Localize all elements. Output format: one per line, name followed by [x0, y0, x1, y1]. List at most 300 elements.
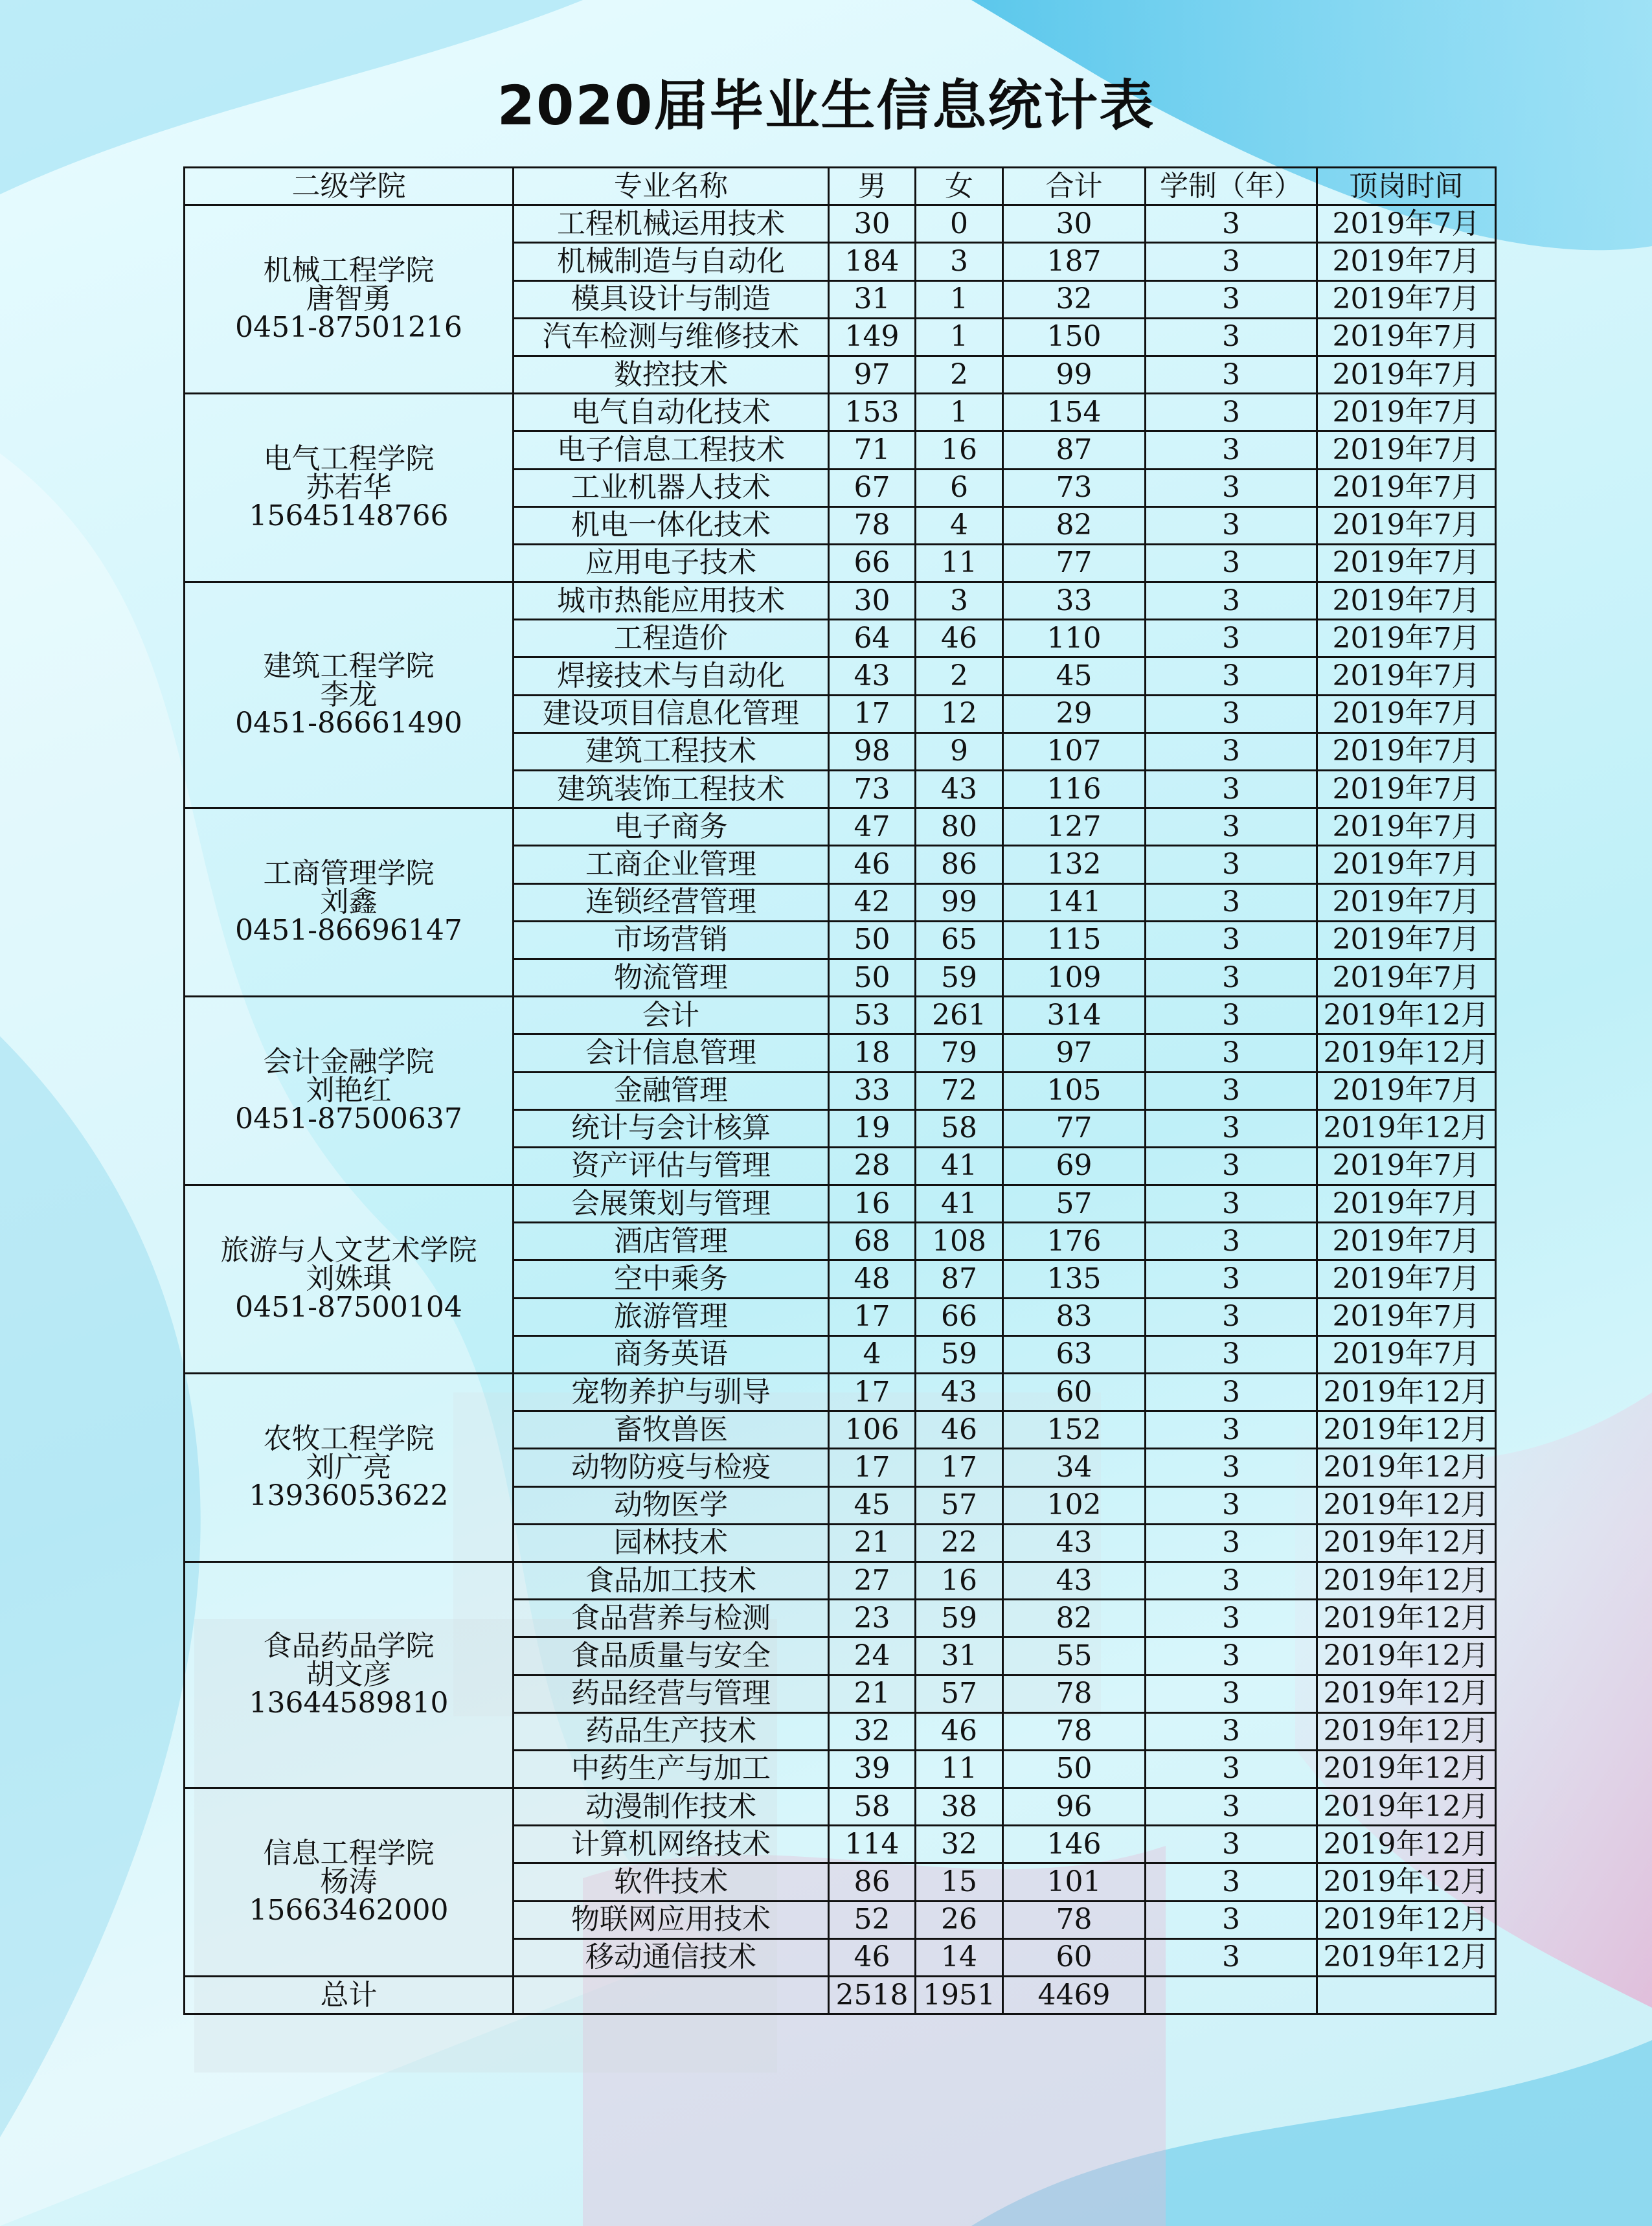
internship-time: 2019年7月 — [1317, 243, 1496, 280]
male-count: 27 — [829, 1562, 916, 1599]
college-contact: 刘艳红 — [306, 1074, 392, 1107]
total-label: 总计 — [185, 1977, 514, 2014]
internship-time: 2019年12月 — [1317, 1901, 1496, 1938]
major-name: 应用电子技术 — [514, 544, 829, 582]
years: 3 — [1146, 1524, 1317, 1562]
male-count: 46 — [829, 846, 916, 883]
male-count: 23 — [829, 1600, 916, 1637]
page-title: 2020届毕业生信息统计表 — [497, 74, 1155, 137]
major-name: 园林技术 — [514, 1524, 829, 1562]
male-count: 86 — [829, 1863, 916, 1901]
major-name: 数控技术 — [514, 356, 829, 393]
major-name: 酒店管理 — [514, 1223, 829, 1260]
female-count: 14 — [916, 1938, 1003, 1976]
major-name: 电子商务 — [514, 808, 829, 846]
male-count: 50 — [829, 959, 916, 996]
total-count: 135 — [1003, 1260, 1146, 1298]
years: 3 — [1146, 1938, 1317, 1976]
internship-time: 2019年7月 — [1317, 1260, 1496, 1298]
total-count: 115 — [1003, 921, 1146, 959]
major-name: 食品营养与检测 — [514, 1600, 829, 1637]
total-row — [185, 1977, 1496, 2014]
total-count: 152 — [1003, 1411, 1146, 1449]
college-phone: 0451-87501216 — [235, 311, 462, 345]
internship-time: 2019年7月 — [1317, 1298, 1496, 1335]
male-count: 31 — [829, 280, 916, 318]
female-count: 3 — [916, 243, 1003, 280]
years: 3 — [1146, 1072, 1317, 1109]
total-count: 43 — [1003, 1524, 1146, 1562]
internship-time: 2019年12月 — [1317, 1109, 1496, 1147]
female-count: 43 — [916, 771, 1003, 808]
total-count: 127 — [1003, 808, 1146, 846]
male-count: 19 — [829, 1109, 916, 1147]
major-name: 会展策划与管理 — [514, 1185, 829, 1223]
total-major-empty — [514, 1977, 829, 2014]
major-name: 汽车检测与维修技术 — [514, 318, 829, 356]
total-count: 33 — [1003, 582, 1146, 620]
years: 3 — [1146, 506, 1317, 544]
internship-time: 2019年7月 — [1317, 921, 1496, 959]
header-total: 合计 — [1003, 168, 1146, 205]
male-count: 33 — [829, 1072, 916, 1109]
major-name: 宠物养护与驯导 — [514, 1374, 829, 1411]
major-name: 连锁经营管理 — [514, 883, 829, 921]
college-cell — [185, 1374, 514, 1562]
college-name: 会计金融学院 — [263, 1045, 435, 1079]
internship-time: 2019年7月 — [1317, 883, 1496, 921]
male-count: 17 — [829, 695, 916, 733]
male-count: 4 — [829, 1335, 916, 1373]
graduate-stats-table — [183, 166, 1497, 2015]
college-cell — [185, 1788, 514, 1977]
internship-time: 2019年7月 — [1317, 1147, 1496, 1185]
table-row — [185, 1788, 1496, 1826]
female-count: 6 — [916, 469, 1003, 506]
years: 3 — [1146, 1486, 1317, 1524]
total-count: 43 — [1003, 1562, 1146, 1599]
total-count: 101 — [1003, 1863, 1146, 1901]
female-count: 79 — [916, 1034, 1003, 1072]
internship-time: 2019年7月 — [1317, 280, 1496, 318]
female-count: 65 — [916, 921, 1003, 959]
female-count: 32 — [916, 1826, 1003, 1863]
female-count: 59 — [916, 959, 1003, 996]
years: 3 — [1146, 808, 1317, 846]
years: 3 — [1146, 1562, 1317, 1599]
college-name: 电气工程学院 — [263, 442, 435, 476]
major-name: 统计与会计核算 — [514, 1109, 829, 1147]
table-row — [185, 808, 1496, 846]
total-count: 77 — [1003, 1109, 1146, 1147]
years: 3 — [1146, 1712, 1317, 1750]
total-count: 29 — [1003, 695, 1146, 733]
header-major: 专业名称 — [514, 168, 829, 205]
years: 3 — [1146, 1863, 1317, 1901]
female-count: 16 — [916, 1562, 1003, 1599]
years: 3 — [1146, 921, 1317, 959]
total-count: 57 — [1003, 1185, 1146, 1223]
major-name: 移动通信技术 — [514, 1938, 829, 1976]
male-count: 50 — [829, 921, 916, 959]
major-name: 动漫制作技术 — [514, 1788, 829, 1826]
female-count: 57 — [916, 1675, 1003, 1712]
internship-time: 2019年7月 — [1317, 1335, 1496, 1373]
major-name: 资产评估与管理 — [514, 1147, 829, 1185]
major-name: 软件技术 — [514, 1863, 829, 1901]
internship-time: 2019年7月 — [1317, 469, 1496, 506]
female-count: 46 — [916, 620, 1003, 657]
female-count: 87 — [916, 1260, 1003, 1298]
college-name: 信息工程学院 — [263, 1837, 435, 1870]
table-row — [185, 205, 1496, 243]
male-count: 21 — [829, 1675, 916, 1712]
female-count: 9 — [916, 733, 1003, 770]
major-name: 动物防疫与检疫 — [514, 1449, 829, 1486]
table-row — [185, 997, 1496, 1034]
male-count: 68 — [829, 1223, 916, 1260]
years: 3 — [1146, 997, 1317, 1034]
college-contact: 胡文彦 — [306, 1658, 392, 1691]
male-count: 18 — [829, 1034, 916, 1072]
years: 3 — [1146, 695, 1317, 733]
years: 3 — [1146, 582, 1317, 620]
total-count: 314 — [1003, 997, 1146, 1034]
years: 3 — [1146, 1185, 1317, 1223]
male-count: 47 — [829, 808, 916, 846]
female-count: 58 — [916, 1109, 1003, 1147]
years: 3 — [1146, 1675, 1317, 1712]
male-count: 24 — [829, 1637, 916, 1675]
major-name: 药品经营与管理 — [514, 1675, 829, 1712]
male-count: 39 — [829, 1750, 916, 1788]
years: 3 — [1146, 1750, 1317, 1788]
college-name: 建筑工程学院 — [263, 650, 435, 683]
total-count: 78 — [1003, 1901, 1146, 1938]
internship-time: 2019年12月 — [1317, 1863, 1496, 1901]
female-count: 59 — [916, 1600, 1003, 1637]
major-name: 金融管理 — [514, 1072, 829, 1109]
major-name: 建筑工程技术 — [514, 733, 829, 770]
total-count: 34 — [1003, 1449, 1146, 1486]
internship-time: 2019年12月 — [1317, 1562, 1496, 1599]
total-count: 55 — [1003, 1637, 1146, 1675]
table-row — [185, 582, 1496, 620]
female-count: 1 — [916, 280, 1003, 318]
internship-time: 2019年12月 — [1317, 1826, 1496, 1863]
college-cell — [185, 808, 514, 997]
internship-time: 2019年7月 — [1317, 356, 1496, 393]
total-count: 73 — [1003, 469, 1146, 506]
major-name: 建设项目信息化管理 — [514, 695, 829, 733]
total-count: 141 — [1003, 883, 1146, 921]
major-name: 工程造价 — [514, 620, 829, 657]
male-count: 21 — [829, 1524, 916, 1562]
total-count: 96 — [1003, 1788, 1146, 1826]
total-count: 83 — [1003, 1298, 1146, 1335]
internship-time: 2019年7月 — [1317, 205, 1496, 243]
years: 3 — [1146, 1788, 1317, 1826]
years: 3 — [1146, 205, 1317, 243]
male-count: 73 — [829, 771, 916, 808]
total-count: 69 — [1003, 1147, 1146, 1185]
male-count: 53 — [829, 997, 916, 1034]
internship-time: 2019年7月 — [1317, 657, 1496, 695]
female-count: 86 — [916, 846, 1003, 883]
internship-time: 2019年7月 — [1317, 582, 1496, 620]
female-count: 4 — [916, 506, 1003, 544]
table-row — [185, 1185, 1496, 1223]
male-count: 30 — [829, 582, 916, 620]
years: 3 — [1146, 280, 1317, 318]
major-name: 工业机器人技术 — [514, 469, 829, 506]
internship-time: 2019年12月 — [1317, 1938, 1496, 1976]
total-count: 110 — [1003, 620, 1146, 657]
years: 3 — [1146, 1826, 1317, 1863]
major-name: 电子信息工程技术 — [514, 431, 829, 469]
years: 3 — [1146, 1034, 1317, 1072]
college-contact: 刘姝琪 — [306, 1262, 392, 1296]
years: 3 — [1146, 1260, 1317, 1298]
internship-time: 2019年12月 — [1317, 1524, 1496, 1562]
total-count: 109 — [1003, 959, 1146, 996]
female-count: 26 — [916, 1901, 1003, 1938]
internship-time: 2019年7月 — [1317, 544, 1496, 582]
total-count: 132 — [1003, 846, 1146, 883]
college-contact: 刘鑫 — [320, 885, 378, 919]
male-count: 64 — [829, 620, 916, 657]
college-phone: 0451-86661490 — [235, 707, 462, 740]
internship-time: 2019年12月 — [1317, 1750, 1496, 1788]
major-name: 机电一体化技术 — [514, 506, 829, 544]
major-name: 中药生产与加工 — [514, 1750, 829, 1788]
female-count: 15 — [916, 1863, 1003, 1901]
college-phone: 0451-86696147 — [235, 914, 462, 948]
college-phone: 13936053622 — [249, 1479, 449, 1512]
total-count: 107 — [1003, 733, 1146, 770]
years: 3 — [1146, 431, 1317, 469]
years: 3 — [1146, 657, 1317, 695]
college-contact: 苏若华 — [306, 471, 392, 505]
major-name: 旅游管理 — [514, 1298, 829, 1335]
internship-time: 2019年7月 — [1317, 394, 1496, 431]
total-count: 45 — [1003, 657, 1146, 695]
header-college: 二级学院 — [185, 168, 514, 205]
female-count: 57 — [916, 1486, 1003, 1524]
male-count: 71 — [829, 431, 916, 469]
major-name: 畜牧兽医 — [514, 1411, 829, 1449]
major-name: 城市热能应用技术 — [514, 582, 829, 620]
male-count: 42 — [829, 883, 916, 921]
college-contact: 刘广亮 — [306, 1450, 392, 1484]
internship-time: 2019年7月 — [1317, 620, 1496, 657]
internship-time: 2019年7月 — [1317, 733, 1496, 770]
female-count: 41 — [916, 1185, 1003, 1223]
total-count: 77 — [1003, 544, 1146, 582]
college-phone: 15645148766 — [249, 499, 449, 533]
internship-time: 2019年12月 — [1317, 1788, 1496, 1826]
table-row — [185, 1374, 1496, 1411]
female-count: 38 — [916, 1788, 1003, 1826]
internship-time: 2019年7月 — [1317, 431, 1496, 469]
major-name: 计算机网络技术 — [514, 1826, 829, 1863]
major-name: 工程机械运用技术 — [514, 205, 829, 243]
total-count: 63 — [1003, 1335, 1146, 1373]
college-phone: 15663462000 — [249, 1894, 449, 1927]
college-cell — [185, 582, 514, 808]
header-internship-time: 顶岗时间 — [1317, 168, 1496, 205]
years: 3 — [1146, 356, 1317, 393]
female-count: 12 — [916, 695, 1003, 733]
total-count: 60 — [1003, 1374, 1146, 1411]
internship-time: 2019年12月 — [1317, 1600, 1496, 1637]
female-count: 80 — [916, 808, 1003, 846]
total-count: 78 — [1003, 1675, 1146, 1712]
total-count: 187 — [1003, 243, 1146, 280]
college-phone: 0451-87500637 — [235, 1102, 462, 1136]
years: 3 — [1146, 394, 1317, 431]
male-count: 32 — [829, 1712, 916, 1750]
major-name: 焊接技术与自动化 — [514, 657, 829, 695]
years: 3 — [1146, 846, 1317, 883]
female-count: 11 — [916, 1750, 1003, 1788]
male-count: 98 — [829, 733, 916, 770]
male-count: 184 — [829, 243, 916, 280]
female-count: 46 — [916, 1411, 1003, 1449]
internship-time: 2019年12月 — [1317, 1034, 1496, 1072]
female-count: 2 — [916, 356, 1003, 393]
major-name: 机械制造与自动化 — [514, 243, 829, 280]
college-name: 工商管理学院 — [263, 857, 435, 891]
total-count: 78 — [1003, 1712, 1146, 1750]
years: 3 — [1146, 771, 1317, 808]
total-count: 154 — [1003, 394, 1146, 431]
internship-time: 2019年12月 — [1317, 1712, 1496, 1750]
total-count: 30 — [1003, 205, 1146, 243]
header-female: 女 — [916, 168, 1003, 205]
internship-time: 2019年7月 — [1317, 1185, 1496, 1223]
years: 3 — [1146, 1374, 1317, 1411]
total-count: 102 — [1003, 1486, 1146, 1524]
college-cell — [185, 205, 514, 394]
college-contact: 杨涛 — [320, 1865, 378, 1899]
total-count: 82 — [1003, 506, 1146, 544]
years: 3 — [1146, 883, 1317, 921]
years: 3 — [1146, 243, 1317, 280]
major-name: 动物医学 — [514, 1486, 829, 1524]
years: 3 — [1146, 1449, 1317, 1486]
years: 3 — [1146, 1600, 1317, 1637]
male-count: 17 — [829, 1449, 916, 1486]
total-count: 116 — [1003, 771, 1146, 808]
male-count: 48 — [829, 1260, 916, 1298]
male-count: 45 — [829, 1486, 916, 1524]
major-name: 工商企业管理 — [514, 846, 829, 883]
years: 3 — [1146, 1109, 1317, 1147]
table-row — [185, 394, 1496, 431]
college-phone: 13644589810 — [249, 1687, 449, 1720]
major-name: 物联网应用技术 — [514, 1901, 829, 1938]
female-count: 72 — [916, 1072, 1003, 1109]
years: 3 — [1146, 1637, 1317, 1675]
total-count: 99 — [1003, 356, 1146, 393]
female-count: 108 — [916, 1223, 1003, 1260]
internship-time: 2019年7月 — [1317, 1223, 1496, 1260]
major-name: 商务英语 — [514, 1335, 829, 1373]
internship-time: 2019年7月 — [1317, 846, 1496, 883]
female-count: 99 — [916, 883, 1003, 921]
female-count: 11 — [916, 544, 1003, 582]
female-count: 1 — [916, 318, 1003, 356]
years: 3 — [1146, 1298, 1317, 1335]
major-name: 会计 — [514, 997, 829, 1034]
female-count: 22 — [916, 1524, 1003, 1562]
internship-time: 2019年7月 — [1317, 771, 1496, 808]
table-row — [185, 1562, 1496, 1599]
female-count: 46 — [916, 1712, 1003, 1750]
internship-time: 2019年12月 — [1317, 1486, 1496, 1524]
male-count: 17 — [829, 1298, 916, 1335]
major-name: 空中乘务 — [514, 1260, 829, 1298]
male-count: 58 — [829, 1788, 916, 1826]
male-count: 153 — [829, 394, 916, 431]
major-name: 会计信息管理 — [514, 1034, 829, 1072]
male-count: 16 — [829, 1185, 916, 1223]
college-cell — [185, 394, 514, 582]
years: 3 — [1146, 318, 1317, 356]
female-count: 16 — [916, 431, 1003, 469]
college-contact: 李龙 — [320, 678, 378, 712]
total-count: 87 — [1003, 431, 1146, 469]
total-female: 1951 — [916, 1977, 1003, 2014]
internship-time: 2019年12月 — [1317, 1411, 1496, 1449]
male-count: 114 — [829, 1826, 916, 1863]
female-count: 2 — [916, 657, 1003, 695]
total-years-empty — [1146, 1977, 1317, 2014]
male-count: 28 — [829, 1147, 916, 1185]
male-count: 106 — [829, 1411, 916, 1449]
female-count: 17 — [916, 1449, 1003, 1486]
total-count: 32 — [1003, 280, 1146, 318]
male-count: 97 — [829, 356, 916, 393]
internship-time: 2019年7月 — [1317, 1072, 1496, 1109]
total-male: 2518 — [829, 1977, 916, 2014]
male-count: 17 — [829, 1374, 916, 1411]
total-count: 50 — [1003, 1750, 1146, 1788]
major-name: 市场营销 — [514, 921, 829, 959]
total-count: 60 — [1003, 1938, 1146, 1976]
college-name: 旅游与人文艺术学院 — [220, 1234, 477, 1267]
female-count: 41 — [916, 1147, 1003, 1185]
college-phone: 0451-87500104 — [235, 1291, 462, 1324]
years: 3 — [1146, 959, 1317, 996]
major-name: 物流管理 — [514, 959, 829, 996]
male-count: 46 — [829, 1938, 916, 1976]
header-years: 学制（年） — [1146, 168, 1317, 205]
male-count: 67 — [829, 469, 916, 506]
internship-time: 2019年12月 — [1317, 1637, 1496, 1675]
major-name: 药品生产技术 — [514, 1712, 829, 1750]
total-sum: 4469 — [1003, 1977, 1146, 2014]
years: 3 — [1146, 733, 1317, 770]
major-name: 食品加工技术 — [514, 1562, 829, 1599]
female-count: 3 — [916, 582, 1003, 620]
years: 3 — [1146, 1335, 1317, 1373]
major-name: 模具设计与制造 — [514, 280, 829, 318]
female-count: 43 — [916, 1374, 1003, 1411]
male-count: 149 — [829, 318, 916, 356]
internship-time: 2019年12月 — [1317, 1675, 1496, 1712]
